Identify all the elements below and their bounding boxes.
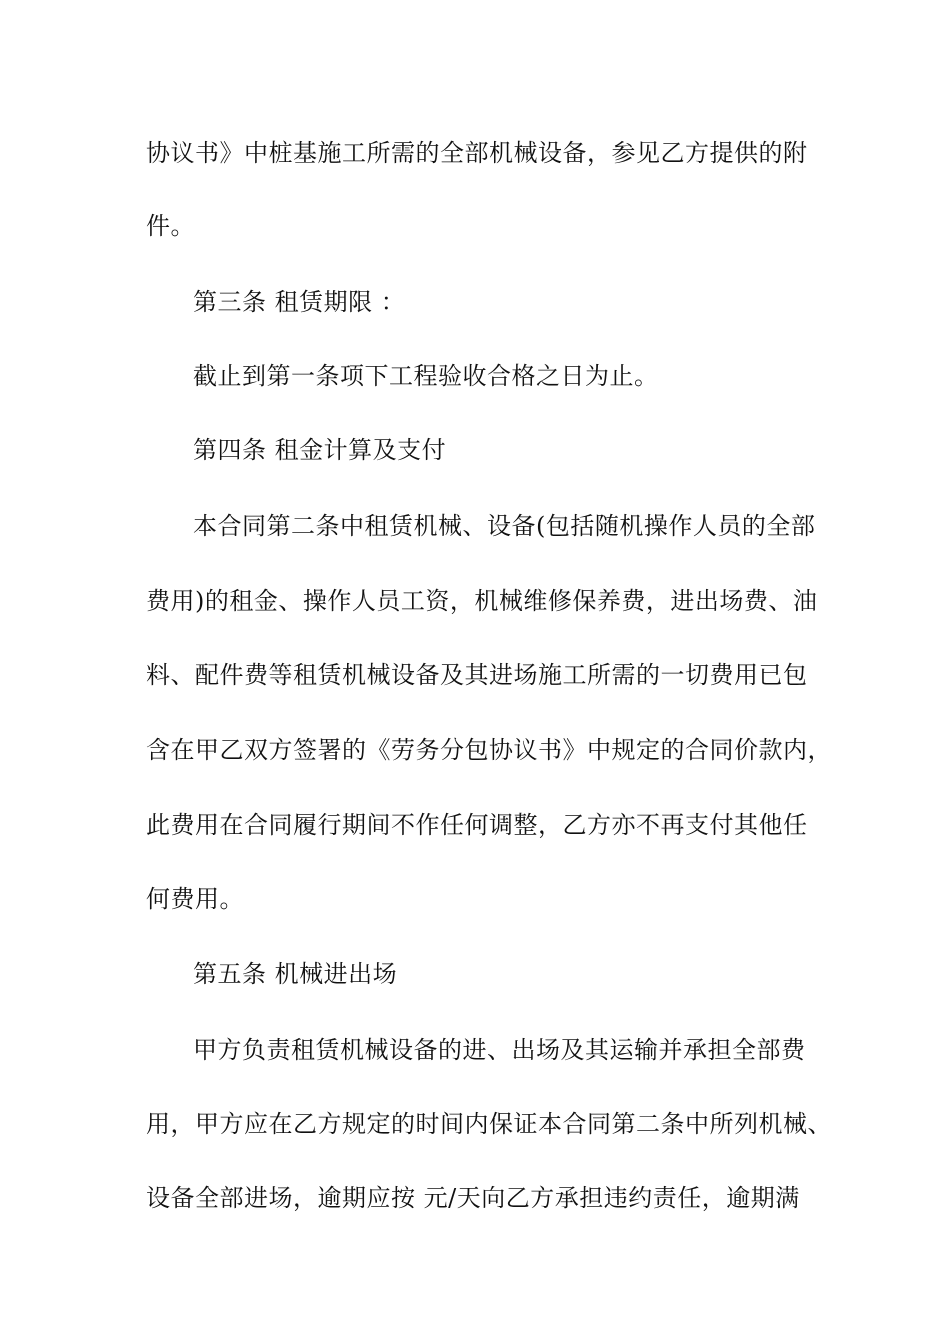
text-line: 用，甲方应在乙方规定的时间内保证本合同第二条中所列机械、 bbox=[146, 1110, 832, 1138]
text-line: 何费用。 bbox=[146, 885, 244, 913]
text-line: 甲方负责租赁机械设备的进、出场及其运输并承担全部费 bbox=[193, 1036, 806, 1064]
text-line: 协议书》中桩基施工所需的全部机械设备，参见乙方提供的附 bbox=[146, 139, 808, 167]
section-heading-5: 第五条 机械进出场 bbox=[193, 960, 398, 988]
section-heading-4: 第四条 租金计算及支付 bbox=[193, 436, 447, 464]
text-line: 设备全部进场，逾期应按 元/天向乙方承担违约责任，逾期满 bbox=[146, 1184, 800, 1212]
text-line: 含在甲乙双方签署的《劳务分包协议书》中规定的合同价款内， bbox=[146, 736, 832, 764]
text-line: 本合同第二条中租赁机械、设备(包括随机操作人员的全部 bbox=[193, 512, 816, 540]
text-line: 费用)的租金、操作人员工资，机械维修保养费，进出场费、油 bbox=[146, 587, 818, 615]
text-line: 截止到第一条项下工程验收合格之日为止。 bbox=[193, 362, 659, 390]
text-line: 料、配件费等租赁机械设备及其进场施工所需的一切费用已包 bbox=[146, 661, 808, 689]
text-line: 件。 bbox=[146, 212, 195, 240]
text-line: 此费用在合同履行期间不作任何调整，乙方亦不再支付其他任 bbox=[146, 811, 808, 839]
section-heading-3: 第三条 租赁期限 ： bbox=[193, 288, 406, 316]
